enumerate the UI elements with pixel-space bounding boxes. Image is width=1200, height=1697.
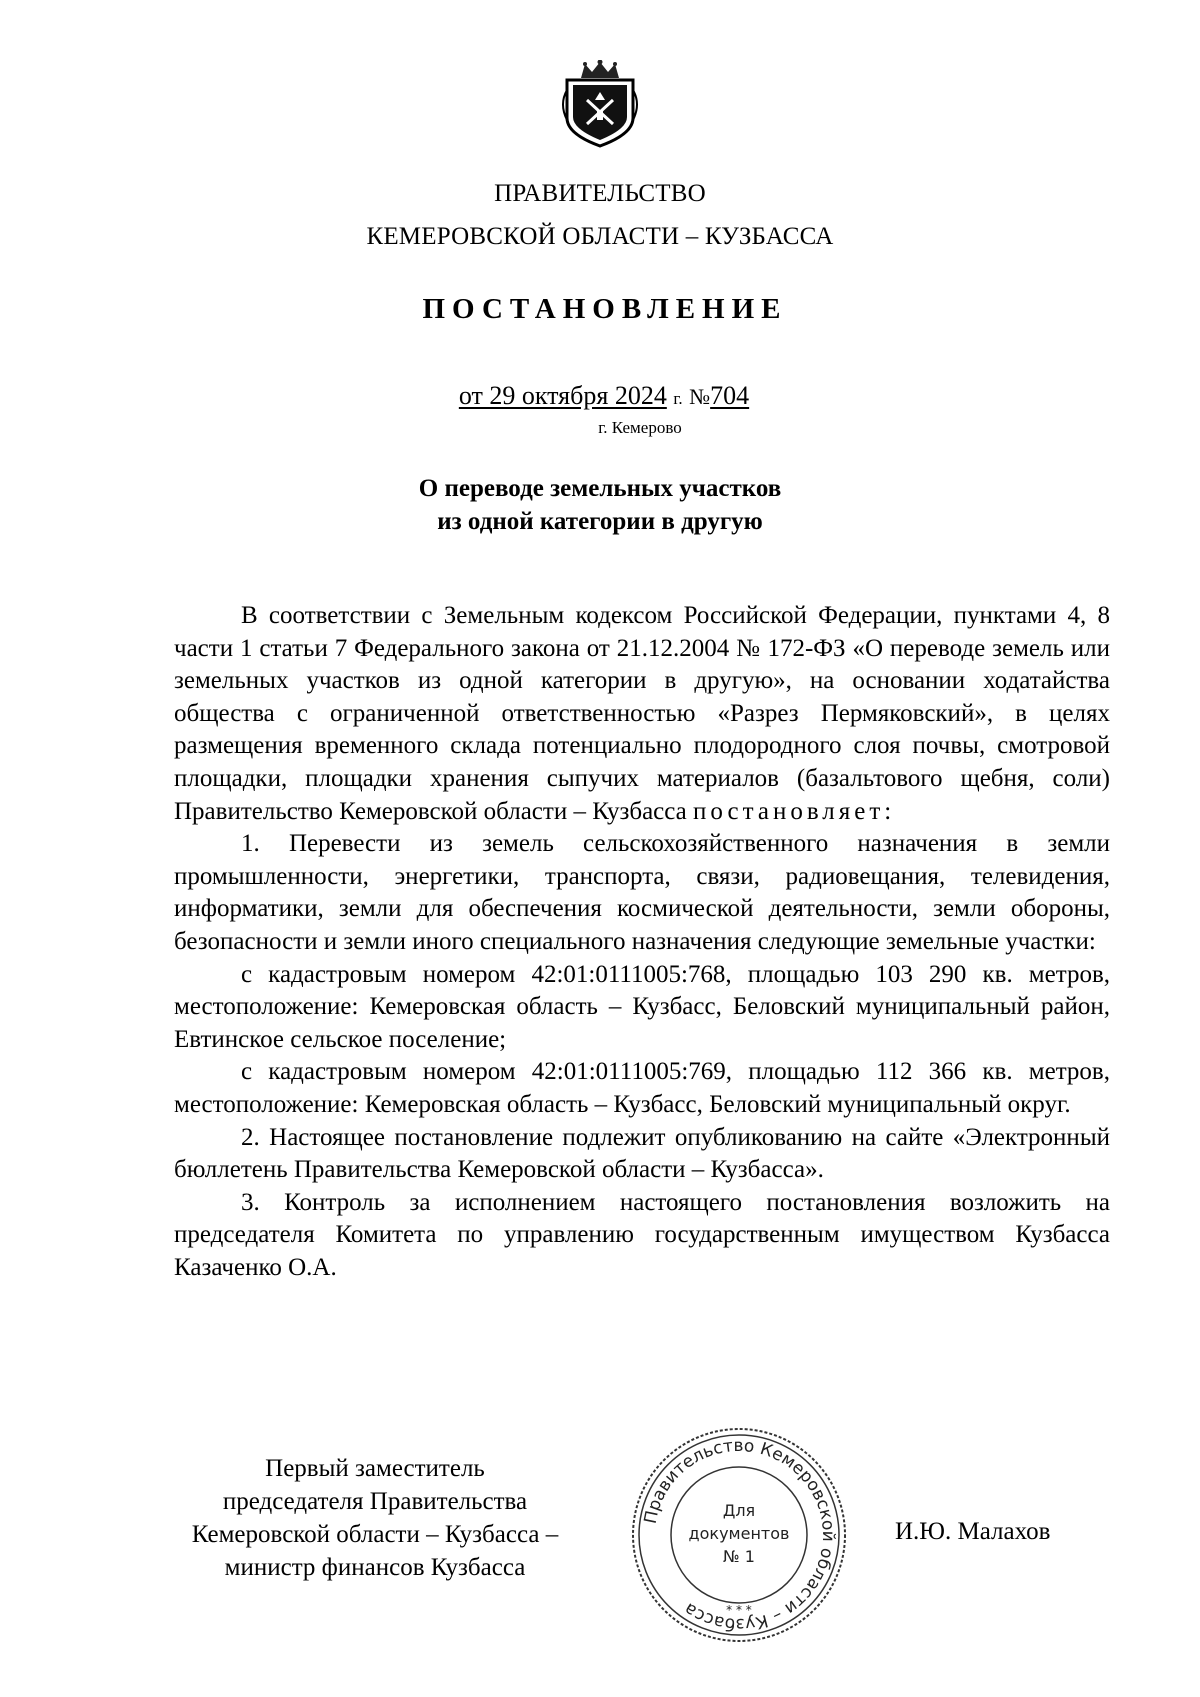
- coat-of-arms-icon: [559, 60, 641, 148]
- stamp-center-line2: документов: [688, 1524, 790, 1543]
- resolves-word: постановляет:: [693, 797, 896, 825]
- signatory-title: [150, 1452, 600, 1584]
- preamble-text: В соответствии с Земельным кодексом Российской Федерации, пунктами 4, 8 части 1 статьи 7 Федерального закона от 21.12.2004 № 172-ФЗ «О переводе земель или земельных участков из одной категории в другую», на основании ходатайства общества с ограниченной ответственностью «Разрез Пермяковский», в целях размещения временного склада потенциально плодородного слоя почвы, смотровой площадки, площадки хранения сыпучих материалов (базальтового щебня, соли) Правительство Кемеровской области – Кузбасса: [174, 602, 1110, 825]
- stamp-center-line1: Для: [722, 1501, 756, 1520]
- document-number: 704: [710, 381, 750, 410]
- document-city: г. Кемерово: [598, 418, 682, 437]
- signatory-line4: министр финансов Кузбасса: [224, 1554, 526, 1581]
- stamp-center-line3: № 1: [723, 1547, 755, 1566]
- stamp-stars: * * *: [726, 1603, 752, 1617]
- document-date: от 29 октября 2024: [458, 381, 667, 410]
- title-line1: О переводе земельных участков: [418, 475, 782, 502]
- document-type: ПОСТАНОВЛЕНИЕ: [422, 293, 788, 325]
- document-body: [174, 600, 1110, 1284]
- stamp-ring-text: Правительство Кемеровской области – Кузбасса: [640, 1435, 839, 1635]
- document-title: [0, 472, 1200, 538]
- item1-paragraph: 1. Перевести из земель сельскохозяйственного назначения в земли промышленности, энергетики, транспорта, связи, радиовещания, телевидения, информатики, земли для обеспечения космической деятельности, земли обороны, безопасности и земли иного специального назначения следующие земельные участки:: [174, 830, 1110, 955]
- title-line2: из одной категории в другую: [437, 508, 763, 535]
- plot2-paragraph: с кадастровым номером 42:01:0111005:769, площадью 112 366 кв. метров, местоположение: Кемеровская область – Кузбасс, Беловский муниципальный округ.: [174, 1058, 1110, 1118]
- number-sign: №: [689, 384, 711, 409]
- item2-paragraph: 2. Настоящее постановление подлежит опубликованию на сайте «Электронный бюллетень Правительства Кемеровской области – Кузбасса».: [174, 1123, 1110, 1184]
- year-suffix: г.: [673, 389, 683, 408]
- signatory-line3: Кемеровской области – Кузбасса –: [191, 1521, 559, 1548]
- plot1-paragraph: с кадастровым номером 42:01:0111005:768, площадью 103 290 кв. метров, местоположение: Кемеровская область – Кузбасс, Беловский муниципальный район, Евтинское сельское поселение;: [174, 960, 1110, 1053]
- signatory-line2: председателя Правительства: [222, 1488, 528, 1515]
- date-number-line: [0, 381, 1200, 411]
- signatory-line1: Первый заместитель: [265, 1455, 485, 1482]
- org-name-line1: ПРАВИТЕЛЬСТВО: [494, 180, 706, 207]
- org-name-line2: КЕМЕРОВСКОЙ ОБЛАСТИ – КУЗБАССА: [366, 223, 834, 250]
- preamble-paragraph: [174, 600, 1110, 828]
- item3-paragraph: 3. Контроль за исполнением настоящего постановления возложить на председателя Комитета по управлению государственным имуществом Кузбасса Казаченко О.А.: [174, 1188, 1110, 1281]
- official-stamp: [628, 1424, 850, 1646]
- signatory-name: И.Ю. Малахов: [895, 1518, 1051, 1545]
